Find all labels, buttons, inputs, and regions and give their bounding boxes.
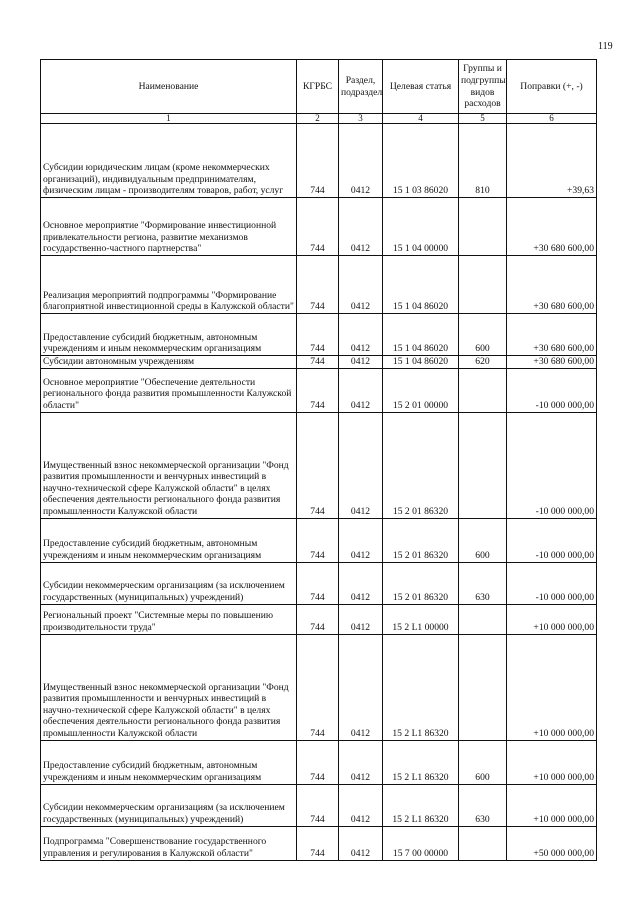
row-amount: +30 680 600,00 bbox=[507, 198, 597, 256]
table-row bbox=[41, 518, 597, 562]
row-name: Субсидии некоммерческим организациям (за исключением государственных (муниципальных) учреждений) bbox=[41, 562, 297, 604]
header-amendments: Поправки (+, -) bbox=[507, 60, 597, 114]
row-kgrbs: 744 bbox=[297, 518, 339, 562]
row-section: 0412 bbox=[339, 784, 383, 826]
table-row bbox=[41, 740, 597, 784]
row-kgrbs: 744 bbox=[297, 604, 339, 634]
row-target: 15 1 04 86020 bbox=[383, 356, 459, 369]
table-row bbox=[41, 562, 597, 604]
header-number: 3 bbox=[339, 114, 383, 124]
row-amount: +30 680 600,00 bbox=[507, 314, 597, 356]
row-section: 0412 bbox=[339, 198, 383, 256]
header-expense-groups: Группы и подгруппы видов расходов bbox=[459, 60, 507, 114]
header-number: 4 bbox=[383, 114, 459, 124]
row-name: Реализация мероприятий подпрограммы "Формирование благоприятной инвестиционной среды в Калужской области" bbox=[41, 256, 297, 314]
row-section: 0412 bbox=[339, 826, 383, 860]
row-group bbox=[459, 198, 507, 256]
row-name: Основное мероприятие "Формирование инвестиционной привлекательности региона, развитие механизмов государственно-частного партнерства" bbox=[41, 198, 297, 256]
header-target-article: Целевая статья bbox=[383, 60, 459, 114]
row-amount: +10 000 000,00 bbox=[507, 740, 597, 784]
row-kgrbs: 744 bbox=[297, 826, 339, 860]
row-name: Подпрограмма "Совершенствование государственного управления и регулирования в Калужской области" bbox=[41, 826, 297, 860]
row-section: 0412 bbox=[339, 124, 383, 198]
header-number: 1 bbox=[41, 114, 297, 124]
row-target: 15 2 01 86320 bbox=[383, 412, 459, 518]
row-target: 15 7 00 00000 bbox=[383, 826, 459, 860]
row-name: Имущественный взнос некоммерческой организации "Фонд развития промышленности и венчурных инвестиций в научно-технической сфере Калужской области" в целях обеспечения деятельности регионального фонда развития промышленности Калужской области bbox=[41, 412, 297, 518]
row-target: 15 2 L1 86320 bbox=[383, 740, 459, 784]
header-number: 5 bbox=[459, 114, 507, 124]
table-row bbox=[41, 256, 597, 314]
page-number: 119 bbox=[598, 41, 613, 52]
row-group: 600 bbox=[459, 740, 507, 784]
row-section: 0412 bbox=[339, 604, 383, 634]
row-group: 620 bbox=[459, 356, 507, 369]
table-row bbox=[41, 314, 597, 356]
row-name: Имущественный взнос некоммерческой организации "Фонд развития промышленности и венчурных инвестиций в научно-технической сфере Калужской области" в целях обеспечения деятельности регионального фонда развития промышленности Калужской области bbox=[41, 634, 297, 740]
row-name: Субсидии некоммерческим организациям (за исключением государственных (муниципальных) учреждений) bbox=[41, 784, 297, 826]
row-group bbox=[459, 826, 507, 860]
row-group bbox=[459, 412, 507, 518]
row-name: Субсидии автономным учреждениям bbox=[41, 356, 297, 369]
row-kgrbs: 744 bbox=[297, 784, 339, 826]
row-section: 0412 bbox=[339, 256, 383, 314]
table-row bbox=[41, 826, 597, 860]
row-amount: -10 000 000,00 bbox=[507, 518, 597, 562]
row-target: 15 1 03 86020 bbox=[383, 124, 459, 198]
row-kgrbs: 744 bbox=[297, 740, 339, 784]
row-target: 15 2 L1 86320 bbox=[383, 634, 459, 740]
row-group: 630 bbox=[459, 784, 507, 826]
row-name: Основное мероприятие "Обеспечение деятельности регионального фонда развития промышленности Калужской области" bbox=[41, 368, 297, 412]
row-amount: +10 000 000,00 bbox=[507, 634, 597, 740]
row-group bbox=[459, 368, 507, 412]
row-target: 15 1 04 86020 bbox=[383, 314, 459, 356]
row-section: 0412 bbox=[339, 368, 383, 412]
header-section: Раздел, подраздел bbox=[339, 60, 383, 114]
table-row bbox=[41, 198, 597, 256]
row-kgrbs: 744 bbox=[297, 634, 339, 740]
row-section: 0412 bbox=[339, 740, 383, 784]
row-kgrbs: 744 bbox=[297, 368, 339, 412]
row-group: 600 bbox=[459, 518, 507, 562]
budget-amendments-table bbox=[40, 59, 597, 861]
row-name: Предоставление субсидий бюджетным, автономным учреждениям и иным некоммерческим организациям bbox=[41, 518, 297, 562]
table-row bbox=[41, 604, 597, 634]
table-row bbox=[41, 784, 597, 826]
row-section: 0412 bbox=[339, 562, 383, 604]
table-row bbox=[41, 356, 597, 369]
row-group bbox=[459, 256, 507, 314]
row-kgrbs: 744 bbox=[297, 314, 339, 356]
table-row bbox=[41, 124, 597, 198]
row-target: 15 2 01 00000 bbox=[383, 368, 459, 412]
row-group: 630 bbox=[459, 562, 507, 604]
table-row bbox=[41, 368, 597, 412]
row-name: Региональный проект "Системные меры по повышению производительности труда" bbox=[41, 604, 297, 634]
row-amount: +10 000 000,00 bbox=[507, 604, 597, 634]
row-target: 15 2 L1 00000 bbox=[383, 604, 459, 634]
row-amount: -10 000 000,00 bbox=[507, 368, 597, 412]
row-kgrbs: 744 bbox=[297, 412, 339, 518]
row-name: Субсидии юридическим лицам (кроме некоммерческих организаций), индивидуальным предпринимателям, физическим лицам - производителям товаров, работ, услуг bbox=[41, 124, 297, 198]
row-target: 15 1 04 86020 bbox=[383, 256, 459, 314]
row-name: Предоставление субсидий бюджетным, автономным учреждениям и иным некоммерческим организациям bbox=[41, 740, 297, 784]
row-amount: +50 000 000,00 bbox=[507, 826, 597, 860]
row-group: 600 bbox=[459, 314, 507, 356]
row-amount: -10 000 000,00 bbox=[507, 412, 597, 518]
row-amount: +10 000 000,00 bbox=[507, 784, 597, 826]
row-section: 0412 bbox=[339, 518, 383, 562]
row-amount: +30 680 600,00 bbox=[507, 256, 597, 314]
row-kgrbs: 744 bbox=[297, 562, 339, 604]
row-target: 15 2 01 86320 bbox=[383, 562, 459, 604]
row-target: 15 2 L1 86320 bbox=[383, 784, 459, 826]
row-kgrbs: 744 bbox=[297, 124, 339, 198]
row-kgrbs: 744 bbox=[297, 256, 339, 314]
header-number: 6 bbox=[507, 114, 597, 124]
row-amount: -10 000 000,00 bbox=[507, 562, 597, 604]
header-kgrbs: КГРБС bbox=[297, 60, 339, 114]
table-row bbox=[41, 412, 597, 518]
row-section: 0412 bbox=[339, 356, 383, 369]
row-amount: +39,63 bbox=[507, 124, 597, 198]
row-kgrbs: 744 bbox=[297, 356, 339, 369]
row-amount: +30 680 600,00 bbox=[507, 356, 597, 369]
row-section: 0412 bbox=[339, 412, 383, 518]
row-target: 15 2 01 86320 bbox=[383, 518, 459, 562]
header-row bbox=[41, 60, 597, 114]
row-group bbox=[459, 604, 507, 634]
row-kgrbs: 744 bbox=[297, 198, 339, 256]
header-number-row bbox=[41, 114, 597, 124]
header-name: Наименование bbox=[41, 60, 297, 114]
table-row bbox=[41, 634, 597, 740]
header-number: 2 bbox=[297, 114, 339, 124]
row-target: 15 1 04 00000 bbox=[383, 198, 459, 256]
row-group: 810 bbox=[459, 124, 507, 198]
row-name: Предоставление субсидий бюджетным, автономным учреждениям и иным некоммерческим организациям bbox=[41, 314, 297, 356]
row-section: 0412 bbox=[339, 314, 383, 356]
row-section: 0412 bbox=[339, 634, 383, 740]
row-group bbox=[459, 634, 507, 740]
